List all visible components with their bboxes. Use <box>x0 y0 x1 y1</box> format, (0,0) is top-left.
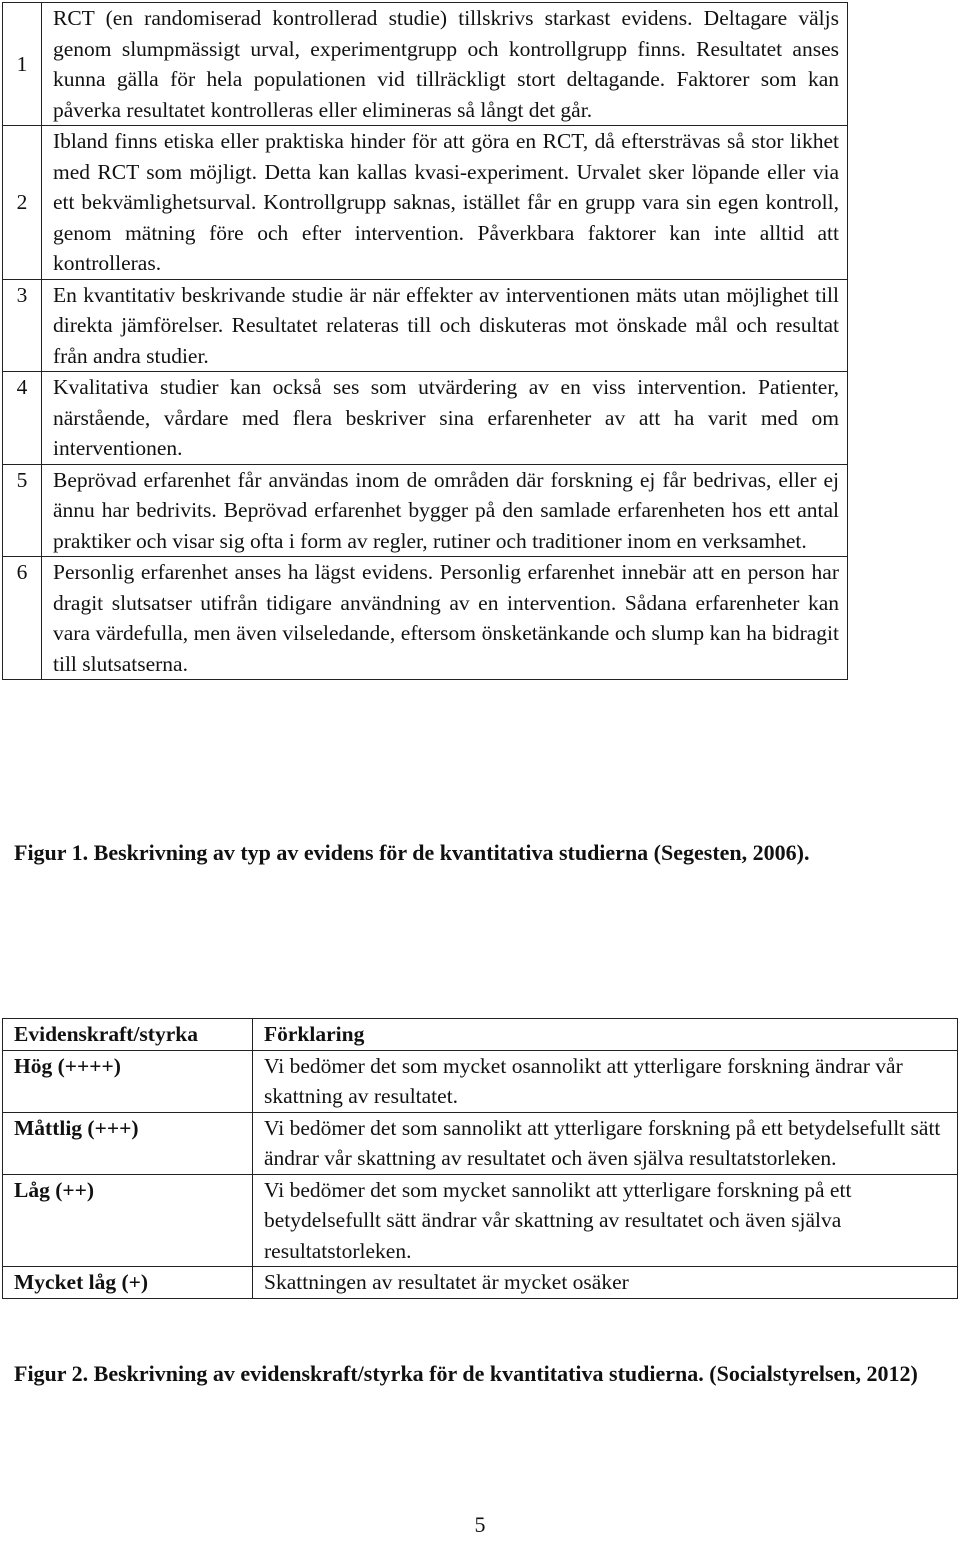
row-description: Kvalitativa studier kan också ses som utvärdering av en viss intervention. Patienter, närstående, vårdare med flera beskriver sina erfarenheter av att ha varit med om interventionen. <box>42 372 848 465</box>
table-row <box>3 3 848 126</box>
table-row <box>3 1112 958 1174</box>
table-row <box>3 372 848 465</box>
strength-explanation: Skattningen av resultatet är mycket osäker <box>253 1267 958 1299</box>
row-description: Personlig erfarenhet anses ha lägst evidens. Personlig erfarenhet innebär att en person har dragit slutsatser utifrån tidigare användning av en intervention. Sådana erfarenheter kan vara värdefulla, men även vilseledande, eftersom önsketänkande och slump kan ha bidragit till slutsatserna. <box>42 557 848 680</box>
row-number: 6 <box>3 557 42 680</box>
table-row <box>3 279 848 372</box>
page-number: 5 <box>474 1512 486 1537</box>
row-description: En kvantitativ beskrivande studie är när effekter av interventionen mäts utan möjlighet till direkta jämförelser. Resultatet relateras till och diskuteras mot önskade mål och resultat från andra studier. <box>42 279 848 372</box>
figure-1-caption: Figur 1. Beskrivning av typ av evidens för de kvantitativa studierna (Segesten, 2006). <box>14 840 810 865</box>
table-row <box>3 1050 958 1112</box>
row-number: 1 <box>3 3 42 126</box>
row-number: 5 <box>3 464 42 557</box>
strength-level: Hög (++++) <box>3 1050 253 1112</box>
table-header-row <box>3 1019 958 1051</box>
evidence-strength-table <box>2 1018 958 1299</box>
evidence-type-table <box>2 2 848 680</box>
strength-level: Låg (++) <box>3 1174 253 1267</box>
strength-explanation: Vi bedömer det som mycket sannolikt att ytterligare forskning på ett betydelsefullt sätt ändrar vår skattning av resultatet och även själva resultatstorleken. <box>253 1174 958 1267</box>
row-number: 3 <box>3 279 42 372</box>
header-strength: Evidenskraft/styrka <box>3 1019 253 1051</box>
row-description: Beprövad erfarenhet får användas inom de områden där forskning ej får bedrivas, eller ej ännu har bedrivits. Beprövad erfarenhet bygger på den samlade erfarenheten hos ett antal praktiker och visar sig ofta i form av regler, rutiner och traditioner inom en verksamhet. <box>42 464 848 557</box>
strength-explanation: Vi bedömer det som sannolikt att ytterligare forskning på ett betydelsefullt sätt ändrar vår skattning av resultatet och även själva resultatstorleken. <box>253 1112 958 1174</box>
strength-level: Måttlig (+++) <box>3 1112 253 1174</box>
table-row <box>3 557 848 680</box>
strength-explanation: Vi bedömer det som mycket osannolikt att ytterligare forskning ändrar vår skattning av resultatet. <box>253 1050 958 1112</box>
row-number: 2 <box>3 126 42 280</box>
figure-2-caption: Figur 2. Beskrivning av evidenskraft/styrka för de kvantitativa studierna. (Socialstyrelsen, 2012) <box>14 1361 918 1386</box>
strength-level: Mycket låg (+) <box>3 1267 253 1299</box>
row-description: Ibland finns etiska eller praktiska hinder för att göra en RCT, då eftersträvas så stor likhet med RCT som möjligt. Detta kan kallas kvasi-experiment. Urvalet sker löpande eller via ett bekvämlighetsurval. Kontrollgrupp saknas, istället får en grupp vara sin egen kontroll, genom mätning före och efter intervention. Påverkbara faktorer kan inte alltid att kontrolleras. <box>42 126 848 280</box>
row-description: RCT (en randomiserad kontrollerad studie) tillskrivs starkast evidens. Deltagare väljs genom slumpmässigt urval, experimentgrupp och kontrollgrupp finns. Resultatet anses kunna gälla för hela populationen vid tillräckligt stort deltagande. Faktorer som kan påverka resultatet kontrolleras eller elimineras så långt det går. <box>42 3 848 126</box>
table-row <box>3 464 848 557</box>
row-number: 4 <box>3 372 42 465</box>
table-row <box>3 1267 958 1299</box>
table-row <box>3 126 848 280</box>
header-explanation: Förklaring <box>253 1019 958 1051</box>
table-row <box>3 1174 958 1267</box>
